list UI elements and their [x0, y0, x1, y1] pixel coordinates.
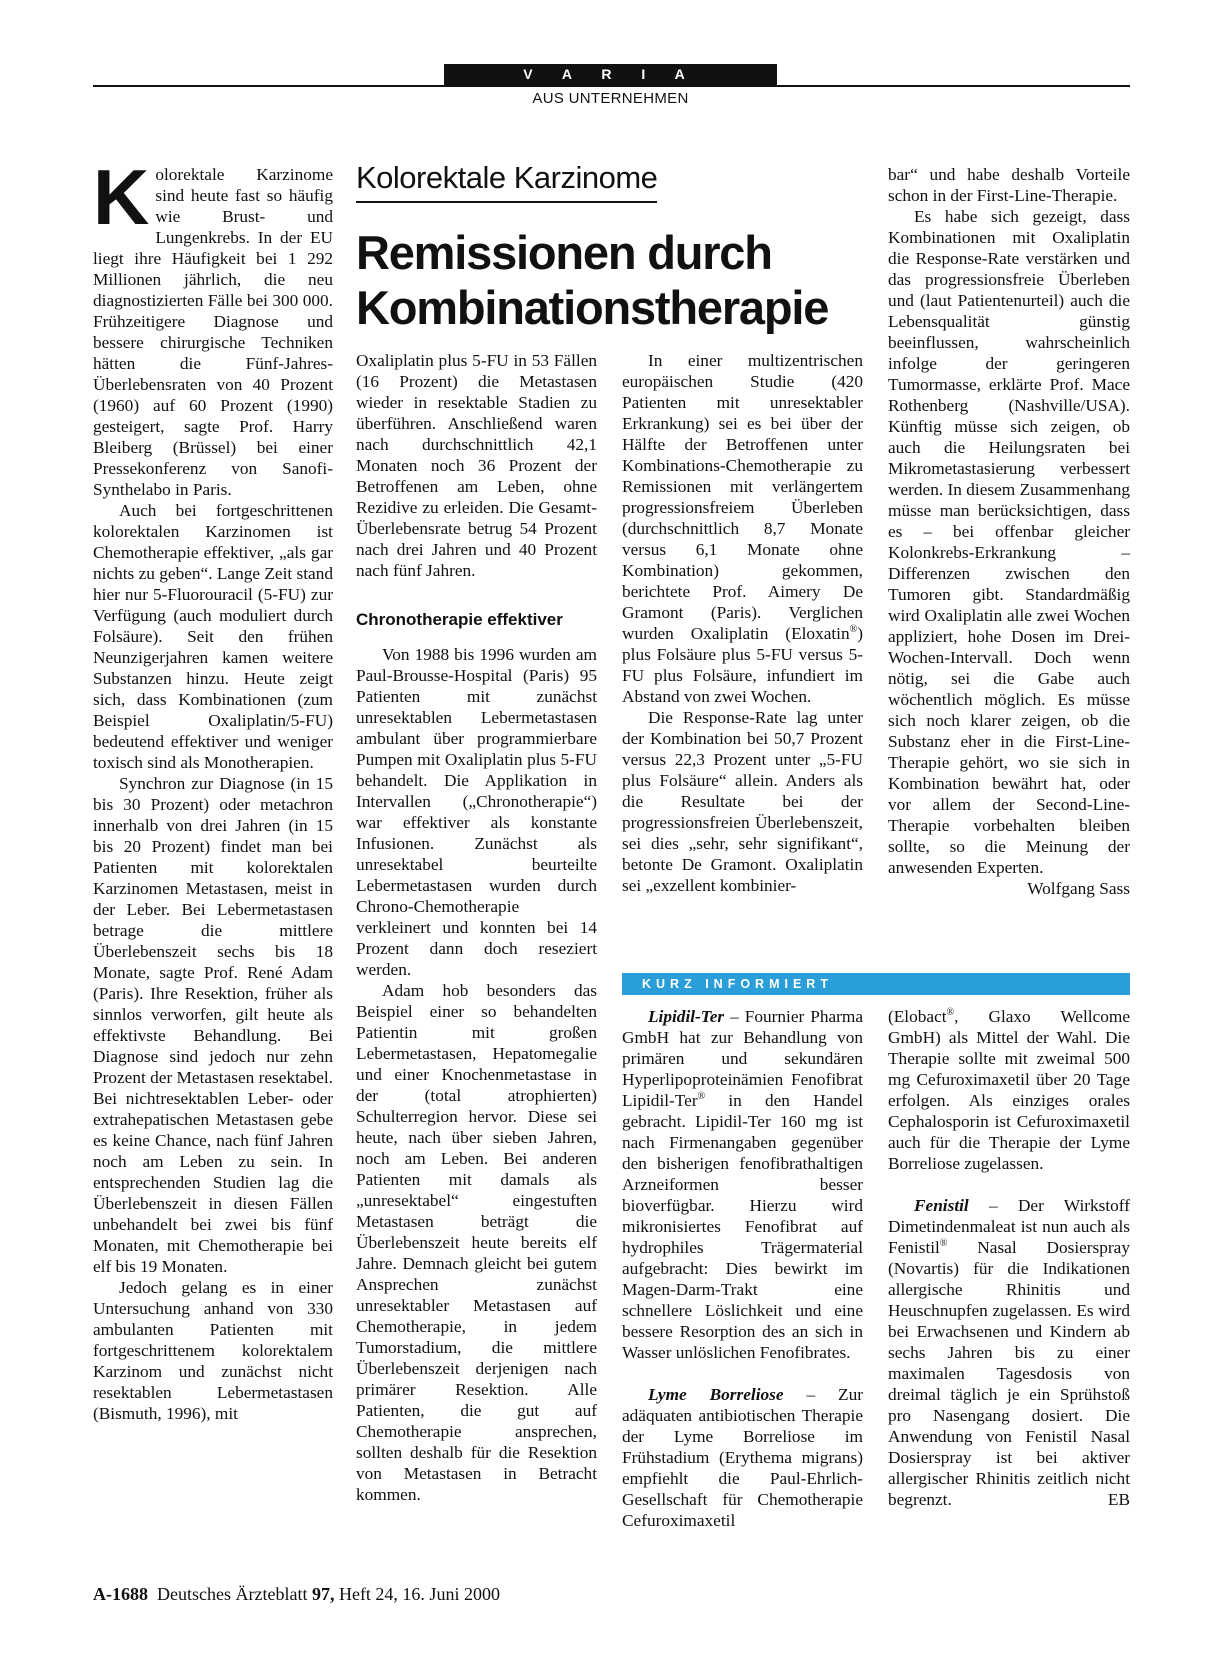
kurz-author: EB: [1107, 1490, 1130, 1509]
article-paragraph: Jedoch gelang es in einer Untersuchung anhand von 330 ambulanten Patienten mit fortgeschrittenem kolorektalem Karzinom und zunächst nicht resektablen Lebermetastasen (Bismuth, 1996), mit: [93, 1278, 333, 1423]
section-label: V A R I A: [444, 64, 777, 85]
subsection-label: AUS UNTERNEHMEN: [532, 90, 689, 107]
article-kicker: Kolorektale Karzinome: [356, 160, 658, 195]
journal-name: Deutsches Ärzteblatt: [157, 1584, 308, 1604]
article-paragraph: Auch bei fortgeschrittenen kolorektalen Karzinomen ist Chemotherapie effektiver, „als gar nichts zu geben“. Lange Zeit stand hier nur 5-Fluorouracil (5-FU) zur Verfügung (auch moduliert durch Folsäure). Seit den frühen Neunzigerjahren kamen weitere Substanzen hinzu. Heute zeigt sich, dass Kombinationen (zum Beispiel Oxaliplatin/5-FU) bedeutend effektiver und weniger toxisch sind als Monotherapien.: [93, 501, 333, 772]
article-column-3: [622, 350, 863, 896]
kurz-item-lipidil: Lipidil-Ter – Fournier Pharma GmbH hat zur Behandlung von primären und sekundären Hyperlipoproteinämien Fenofibrat Lipidil-Ter® in den Handel gebracht. Lipidil-Ter 160 mg ist nach Firmenangaben gegenüber den bisherigen fenofibrathaltigen Arzneiformen besser bioverfügbar. Hierzu wird mikronisiertes Fenofibrat auf hydrophiles Trägermaterial aufgebracht: Dies bewirkt im Magen-Darm-Trakt eine schnellere Löslichkeit und eine bessere Resorption des an sich in Wasser unlöslichen Fenofibrates.: [622, 1007, 863, 1362]
article-paragraph: Oxaliplatin plus 5-FU in 53 Fällen (16 Prozent) die Metastasen wieder in resektable Stadien zu überführen. Anschließend waren nach durchschnittlich 42,1 Monaten noch 36 Prozent der Betroffenen am Leben, ohne Rezidive zu erleiden. Die Gesamt-Überlebensrate betrug 54 Prozent nach drei Jahren und 40 Prozent nach fünf Jahren.: [356, 351, 597, 580]
article-subhead: Chronotherapie effektiver: [356, 610, 563, 629]
kurz-column-1: [622, 1006, 863, 1531]
article-headline: Remissionen durch Kombinationstherapie: [356, 226, 829, 334]
article-column-2: [356, 350, 597, 1505]
page-number: A-1688: [93, 1584, 148, 1604]
kurz-item-fenistil: Fenistil – Der Wirkstoff Dimetindenmaleat ist nun auch als Fenistil® Nasal Dosierspray (Novartis) für die Indikationen allergische Rhinitis und Heuschnupfen zugelassen. Es wird bei Erwachsenen und Kindern ab sechs Jahren bis zu einer maximalen Tagesdosis von dreimal täglich je ein Sprühstoß pro Nasengang dosiert. Die Anwendung von Fenistil Nasal Dosierspray ist bei aktiver allergischer Rhinitis zeitlich nicht begrenzt. EB: [888, 1196, 1130, 1509]
article-paragraph: Die Response-Rate lag unter der Kombination bei 50,7 Prozent versus 22,3 Prozent unter „5-FU plus Folsäure“ allein. Anders als die Resultate bei der progressionsfreien Überlebenszeit, sei dies „sehr, sehr signifikant“, betonte De Gramont. Oxaliplatin sei „exzellent kombinier-: [622, 708, 863, 895]
dropcap: K: [93, 153, 150, 241]
article-paragraph: Synchron zur Diagnose (in 15 bis 30 Prozent) oder metachron innerhalb von drei Jahren (in 15 bis 20 Prozent) findet man bei Patienten mit kolorektalen Karzinomen Metastasen, meist in der Leber. Bei Lebermetastasen betrage die mittlere Überlebenszeit sechs bis 18 Monate, sagte Prof. René Adam (Paris). Ihre Resektion, früher als sinnlos verworfen, gilt heute als effektivste Behandlung. Bei Diagnose sind jedoch nur zehn Prozent der Metastasen resektabel. Bei nichtresektablen Leber- oder extrahepatischen Metastasen gebe es keine Chance, nach fünf Jahren noch am Leben zu sein. In entsprechenden Studien lag die Überlebenszeit in diesen Fällen unbehandelt bei zwei bis fünf Monaten, mit Chemotherapie bei elf bis 19 Monaten.: [93, 774, 333, 1276]
article-paragraph: bar“ und habe deshalb Vorteile schon in der First-Line-Therapie.: [888, 165, 1130, 205]
kicker-rule: [356, 201, 657, 203]
journal-issue: Heft 24, 16. Juni 2000: [338, 1584, 500, 1604]
article-author: Wolfgang Sass: [1027, 879, 1130, 898]
article-lead-paragraph: Kolorektale Karzinome sind heute fast so häufig wie Brust- und Lungenkrebs. In der EU liegt ihre Häufigkeit bei 1 292 Millionen jährlich, die neu diagnostizierten Fälle bei 300 000. Frühzeitigere Diagnose und bessere chirurgische Techniken hätten die Fünf-Jahres-Überlebensraten von 40 Prozent (1960) auf 60 Prozent (1990) gesteigert, sagte Prof. Harry Bleiberg (Brüssel) bei einer Pressekonferenz von Sanofi-Synthelabo in Paris.: [93, 153, 333, 499]
kurz-item-lyme: Lyme Borreliose – Zur adäquaten antibiotischen Therapie der Lyme Borreliose im Frühstadium (Erythema migrans) empfiehlt die Paul-Ehrlich-Gesellschaft für Chemotherapie Cefuroximaxetil: [622, 1385, 864, 1530]
kurz-item-lyme-cont: (Elobact®, Glaxo Wellcome GmbH) als Mittel der Wahl. Die Therapie sollte mit zweimal 500 mg Cefuroximaxetil über 20 Tage erfolgen. Als einziges orales Cephalosporin ist Cefuroximaxetil auch für die Therapie der Lyme Borreliose zugelassen.: [888, 1007, 1130, 1173]
header-rule: [93, 85, 1130, 87]
article-column-1: [93, 153, 333, 1424]
journal-volume: 97,: [311, 1584, 335, 1604]
article-paragraph: In einer multizentrischen europäischen Studie (420 Patienten mit unresektabler Erkrankung) sei es bei über der Hälfte der Betroffenen unter Kombinations-Chemotherapie zu Remissionen mit verlängertem progressionsfreiem Überleben (durchschnittlich 8,7 Monate versus 6,1 Monate ohne Kombination) gekommen, berichtete Prof. Aimery De Gramont (Paris). Verglichen wurden Oxaliplatin (Eloxatin®) plus Folsäure plus 5-FU versus 5-FU plus Folsäure, infundiert im Abstand von zwei Wochen.: [622, 351, 863, 706]
kurz-column-2: [888, 1006, 1130, 1510]
article-paragraph: Von 1988 bis 1996 wurden am Paul-Brousse-Hospital (Paris) 95 Patienten mit zunächst unresektablen Lebermetastasen ambulant über programmierbare Pumpen mit Oxaliplatin plus 5-FU behandelt. Die Applikation in Intervallen („Chronotherapie“) war effektiver als konstante Infusionen. Zunächst als unresektabel beurteilte Lebermetastasen wurden durch Chrono-Chemotherapie verkleinert und konnten bei 14 Prozent dann doch reseziert werden.: [356, 645, 597, 979]
article-paragraph: Es habe sich gezeigt, dass Kombinationen mit Oxaliplatin die Response-Rate verstärken und das progressionsfreie Überleben und (laut Patientenurteil) auch die Lebensqualität günstig beeinflussen, wahrscheinlich infolge der geringeren Tumormasse, erklärte Prof. Mace Rothenberg (Nashville/USA). Künftig müsse sich zeigen, ob auch die Heilungsraten bei Mikrometastasierung verbessert werden. In diesem Zusammenhang müsse man berücksichtigen, dass es – bei offenbar gleicher Kolonkrebs-Erkrankung – Differenzen zwischen den Tumoren gibt. Standardmäßig wird Oxaliplatin alle zwei Wochen appliziert, hohe Dosen im Drei-Wochen-Intervall. Doch wenn nötig, sei die Gabe auch wöchentlich möglich. Es müsse sich noch klarer zeigen, ob die Substanz eher in die First-Line-Therapie gehört, wo sie sich in Kombination bewährt hat, oder vor allem der Second-Line-Therapie vorbehalten bleiben sollte, so die Meinung der anwesenden Experten. Wolfgang Sass: [888, 207, 1130, 898]
article-column-4: [888, 164, 1130, 899]
kurz-informiert-title: KURZ INFORMIERT: [642, 977, 833, 991]
article-paragraph: Adam hob besonders das Beispiel einer so behandelten Patientin mit großen Lebermetastasen, Hepatomegalie und einer Knochenmetastase in der (total atrophierten) Schulterregion hervor. Diese sei heute, nach über sieben Jahren, noch am Leben. Bei anderen Patienten mit damals als „unresektabel“ eingestuften Metastasen beträgt die Überlebenszeit heute bereits elf Jahre. Demnach gleicht bei gutem Ansprechen zunächst unresektabler Metastasen auf Chemotherapie, in jedem Tumorstadium, die mittlere Überlebenszeit derjenigen nach primärer Resektion. Alle Patienten, die gut auf Chemotherapie ansprechen, sollten deshalb für die Resektion von Metastasen in Betracht kommen.: [356, 981, 597, 1504]
page-footer: [93, 1584, 500, 1605]
